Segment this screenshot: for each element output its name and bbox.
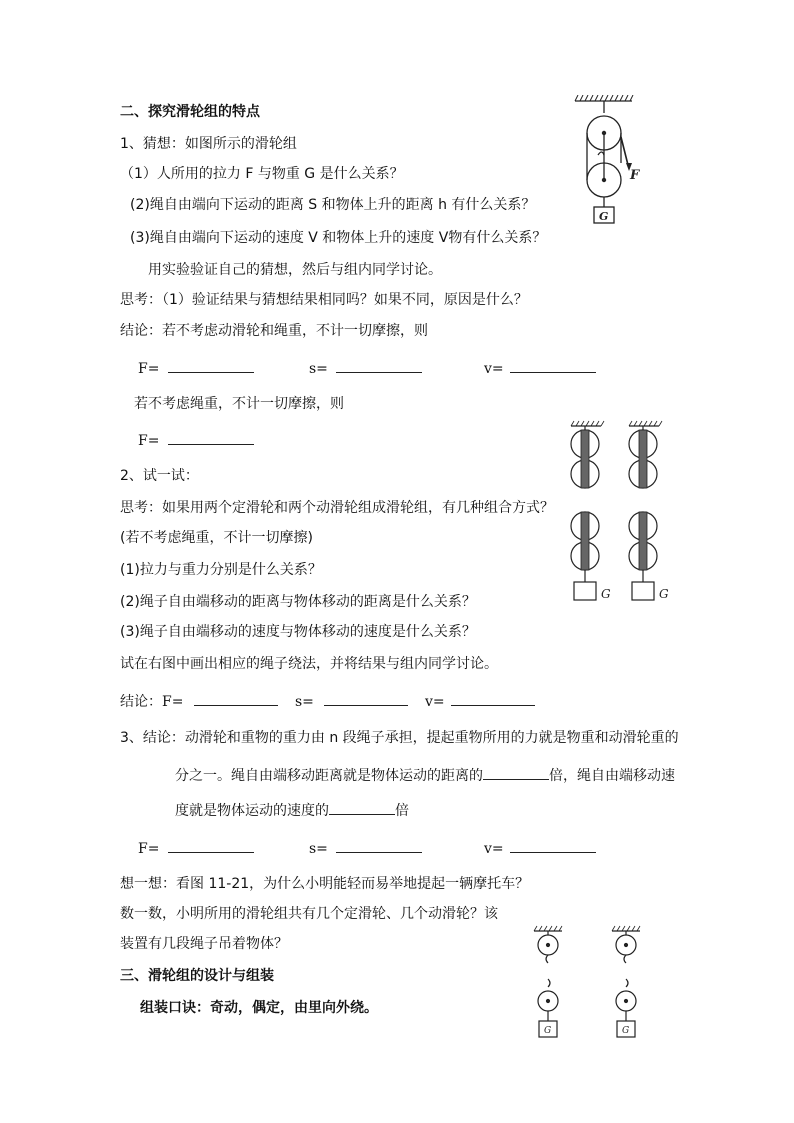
f-blank[interactable]: [168, 430, 254, 445]
v-answer-row1: [484, 358, 596, 378]
think-3: 想一想：看图 11-21，为什么小明能轻而易举地提起一辆摩托车？: [120, 876, 530, 892]
conclusion-1: 结论：若不考虑动滑轮和绳重，不计一切摩擦，则: [120, 323, 428, 339]
s-label: s=: [295, 694, 314, 710]
count-question-2: 装置有几段绳子吊着物体？: [120, 936, 288, 952]
speed-multiple-blank[interactable]: [329, 800, 395, 815]
pulley-combinations-figure: [565, 418, 680, 608]
conclusion-1b: 若不考虑绳重，不计一切摩擦，则: [134, 396, 344, 412]
try-title: 2、试一试：: [120, 468, 199, 484]
v-blank[interactable]: [510, 838, 596, 853]
f-blank[interactable]: [194, 691, 278, 706]
weight-label: G: [622, 1026, 630, 1036]
s-answer-row4: [309, 838, 422, 858]
count-question: 数一数，小明所用的滑轮组共有几个定滑轮、几个动滑轮？该: [120, 906, 498, 922]
think-2: 思考：如果用两个定滑轮和两个动滑轮组成滑轮组，有几种组合方式？: [120, 500, 554, 516]
v-answer-row4: [484, 838, 596, 858]
weight-label: G: [599, 210, 609, 223]
f-label: F=: [138, 361, 160, 377]
conclusion-3-line2: [175, 765, 675, 785]
section2-title: 二、探究滑轮组的特点: [120, 104, 260, 120]
f-label: F=: [138, 433, 160, 449]
note: (若不考虑绳重，不计一切摩擦): [120, 530, 313, 546]
conclusion-3-line1: 3、结论：动滑轮和重物的重力由 n 段绳子承担，提起重物所用的力就是物重和动滑轮重的: [120, 730, 679, 746]
section3-title: 三、滑轮组的设计与组装: [120, 968, 274, 984]
draw-instruction: 试在右图中画出相应的绳子绕法，并将结果与组内同学讨论。: [120, 656, 498, 672]
assembly-2: [612, 926, 640, 1037]
try-question-1: (1)拉力与重力分别是什么关系？: [120, 562, 322, 578]
s-blank[interactable]: [324, 691, 408, 706]
f-blank[interactable]: [168, 358, 254, 373]
v-label: v=: [484, 841, 504, 857]
mnemonic: 组装口诀：奇动，偶定，由里向外绕。: [140, 1000, 378, 1016]
guess-intro: 1、猜想：如图所示的滑轮组: [120, 136, 297, 152]
v-answer-row3: [425, 691, 535, 711]
f-blank[interactable]: [168, 838, 254, 853]
pulley-assembly-figure: [525, 925, 655, 1045]
f-answer-row4: [138, 838, 254, 858]
try-question-3: (3)绳子自由端移动的速度与物体移动的速度是什么关系？: [120, 624, 476, 640]
question-1: （1）人所用的拉力 F 与物重 G 是什么关系？: [120, 166, 404, 182]
combination-1: [571, 421, 611, 601]
question-3: (3)绳自由端向下运动的速度 V 和物体上升的速度 V物有什么关系？: [130, 230, 547, 246]
pulley-axle: [602, 131, 606, 135]
c3-text-b: 倍，绳自由端移动速: [549, 768, 675, 784]
s-blank[interactable]: [336, 358, 422, 373]
s-label: s=: [309, 361, 328, 377]
s-answer-row1: [309, 358, 422, 378]
think-1: 思考：（1）验证结果与猜想结果相同吗？如果不同，原因是什么？: [120, 292, 528, 308]
f-label: F=: [162, 694, 184, 710]
conclusion-3-line3: [175, 800, 409, 820]
v-blank[interactable]: [451, 691, 535, 706]
conclusion-2-prefix: 结论：: [120, 694, 162, 710]
assembly-1: [534, 926, 562, 1037]
c3-text-a: 分之一。绳自由端移动距离就是物体运动的距离的: [175, 768, 483, 784]
weight-box: [574, 582, 596, 600]
force-label: F: [630, 168, 640, 183]
s-label: s=: [309, 841, 328, 857]
pulley-axle: [602, 178, 606, 182]
s-answer-row3: [295, 691, 408, 711]
v-label: v=: [484, 361, 504, 377]
weight-label: G: [601, 587, 611, 601]
verify-text: 用实验验证自己的猜想，然后与组内同学讨论。: [148, 262, 442, 278]
try-question-2: (2)绳子自由端移动的距离与物体移动的距离是什么关系？: [120, 594, 476, 610]
f-answer-row2: [138, 430, 254, 450]
question-2: (2)绳自由端向下运动的距离 S 和物体上升的距离 h 有什么关系？: [130, 197, 536, 213]
weight-label: G: [544, 1026, 552, 1036]
c3-text-d: 倍: [395, 803, 409, 819]
v-label: v=: [425, 694, 445, 710]
weight-label: G: [659, 587, 669, 601]
v-blank[interactable]: [510, 358, 596, 373]
weight-box: [632, 582, 654, 600]
multiple-blank[interactable]: [483, 765, 549, 780]
f-label: F=: [138, 841, 160, 857]
pulley-group-figure: [570, 95, 650, 230]
s-blank[interactable]: [336, 838, 422, 853]
combination-2: [629, 421, 669, 601]
c3-text-c: 度就是物体运动的速度的: [175, 803, 329, 819]
f-answer-row1: [138, 358, 254, 378]
conclusion-2: [120, 691, 278, 711]
